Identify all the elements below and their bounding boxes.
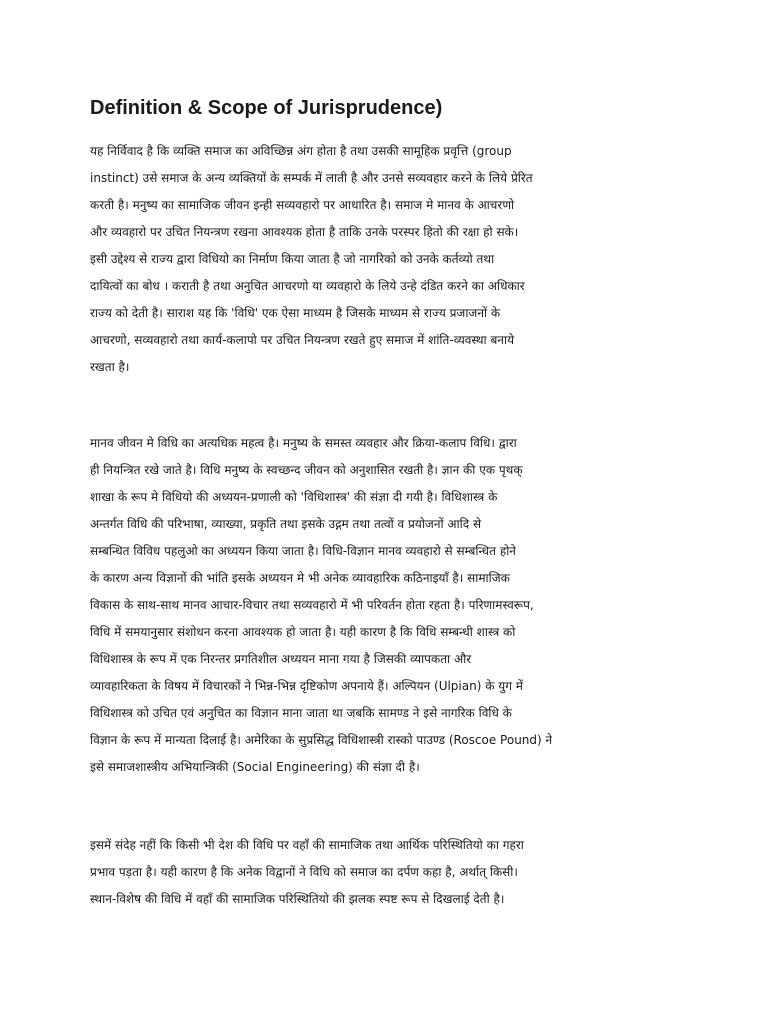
- text-line: राज्य को देती है। साराश यह कि 'विधि' एक ऐसा माध्यम है जिसके माध्यम से राज्य प्रजाजनों के: [90, 306, 501, 320]
- text-line: व्यावहारिकता के विषय में विचारकों ने भिन्न-भिन्न दृष्टिकोण अपनाये हैं। अल्पियन (Ulpian) के युग में: [90, 679, 523, 693]
- text-line: सम्बन्धित विविध पहलुओ का अध्ययन किया जाता है। विधि-विज्ञान मानव व्यवहारो से सम्बन्धित होने: [90, 544, 516, 558]
- text-line: आचरणो, सव्यवहारो तथा कार्य-कलापो पर उचित नियन्त्रण रखते हुए समाज में शांति-व्यवस्था बनाये: [90, 333, 515, 347]
- paragraph-1: [90, 138, 533, 381]
- text-line: और व्यवहारो पर उचित नियन्त्रण रखना आवश्यक होता है ताकि उनके परस्पर हितो की रक्षा हो सके।: [90, 225, 519, 239]
- text-line: स्थान-विशेष की विधि में वहाँ की सामाजिक परिस्थितियो की झलक स्पष्ट रूप से दिखलाई देती है।: [90, 892, 505, 906]
- paragraph-3: [90, 832, 524, 913]
- text-line: विधि में समयानुसार संशोधन करना आवश्यक हो जाता है। यही कारण है कि विधि सम्बन्धी शास्त्र को: [90, 625, 516, 639]
- text-line: शाखा के रूप मे विधियो की अध्ययन-प्रणाली को 'विधिशास्त्र' की संज्ञा दी गयी है। विधिशास्त्र के: [90, 490, 498, 504]
- text-line: इसमें संदेह नहीं कि किसी भी देश की विधि पर वहाँ की सामाजिक तथा आर्थिक परिस्थितियो का गहरा: [90, 838, 524, 852]
- text-line: विधिशास्त्र के रूप में एक निरन्तर प्रगतिशील अध्ययन माना गया है जिसकी व्यापकता और: [90, 652, 472, 666]
- text-line: विधिशास्त्र को उचित एवं अनुचित का विज्ञान माना जाता था जबकि सामण्ड ने इसे नागरिक विधि के: [90, 706, 512, 720]
- text-line: यह निर्विवाद है कि व्यक्ति समाज का अविच्छिन्न अंग होता है तथा उसकी सामूहिक प्रवृत्ति (group: [90, 144, 512, 158]
- text-line: विज्ञान के रूप में मान्यता दिलाई है। अमेरिका के सुप्रसिद्ध विधिशास्त्री रास्को पाउण्ड (Roscoe Pound) ने: [90, 733, 553, 747]
- text-line: इसे समाजशास्त्रीय अभियान्त्रिकी (Social Engineering) की संज्ञा दी है।: [90, 760, 420, 774]
- text-line: विकास के साथ-साथ मानव आचार-विचार तथा सव्यवहारो में भी परिवर्तन होता रहता है। परिणामस्वरूप,: [90, 598, 534, 612]
- text-line: के कारण अन्य विज्ञानों की भांति इसके अध्ययन मे भी अनेक व्यावहारिक कठिनाइयाँ है। सामाजिक: [90, 571, 510, 585]
- text-line: ही नियन्त्रित रखे जाते है। विधि मनुष्य के स्वच्छन्द जीवन को अनुशासित रखती है। ज्ञान की एक पृथक्: [90, 463, 523, 477]
- text-line: रखता है।: [90, 360, 130, 374]
- text-line: करती है। मनुष्य का सामाजिक जीवन इन्ही सव्यवहारो पर आधारित है। समाज मे मानव के आचरणो: [90, 198, 515, 212]
- paragraph-2: [90, 430, 552, 781]
- text-line: instinct) उसे समाज के अन्य व्यक्तियों के सम्पर्क में लाती है और उनसे सव्यवहार करने के लिये प्रेरित: [90, 171, 533, 185]
- text-line: प्रभाव पड़ता है। यही कारण है कि अनेक विद्वानों ने विधि को समाज का दर्पण कहा है, अर्थात् किसी।: [90, 865, 518, 879]
- text-line: दायित्वों का बोध । कराती है तथा अनुचित आचरणो या व्यवहारो के लिये उन्हे दंडित करने का अधिकार: [90, 279, 525, 293]
- text-line: अन्तर्गत विधि की परिभाषा, व्याख्या, प्रकृति तथा इसके उद्गम तथा तत्वों व प्रयोजनों आदि से: [90, 517, 482, 531]
- page-title: Definition & Scope of Jurisprudence): [90, 97, 443, 119]
- text-line: इसी उद्देश्य से राज्य द्वारा विधियो का निर्माण किया जाता है जो नागरिको को उनके कर्तव्यो तथा: [90, 252, 495, 266]
- text-line: मानव जीवन मे विधि का अत्यधिक महत्व है। मनुष्य के समस्त व्यवहार और क्रिया-कलाप विधि। द्वारा: [90, 436, 517, 450]
